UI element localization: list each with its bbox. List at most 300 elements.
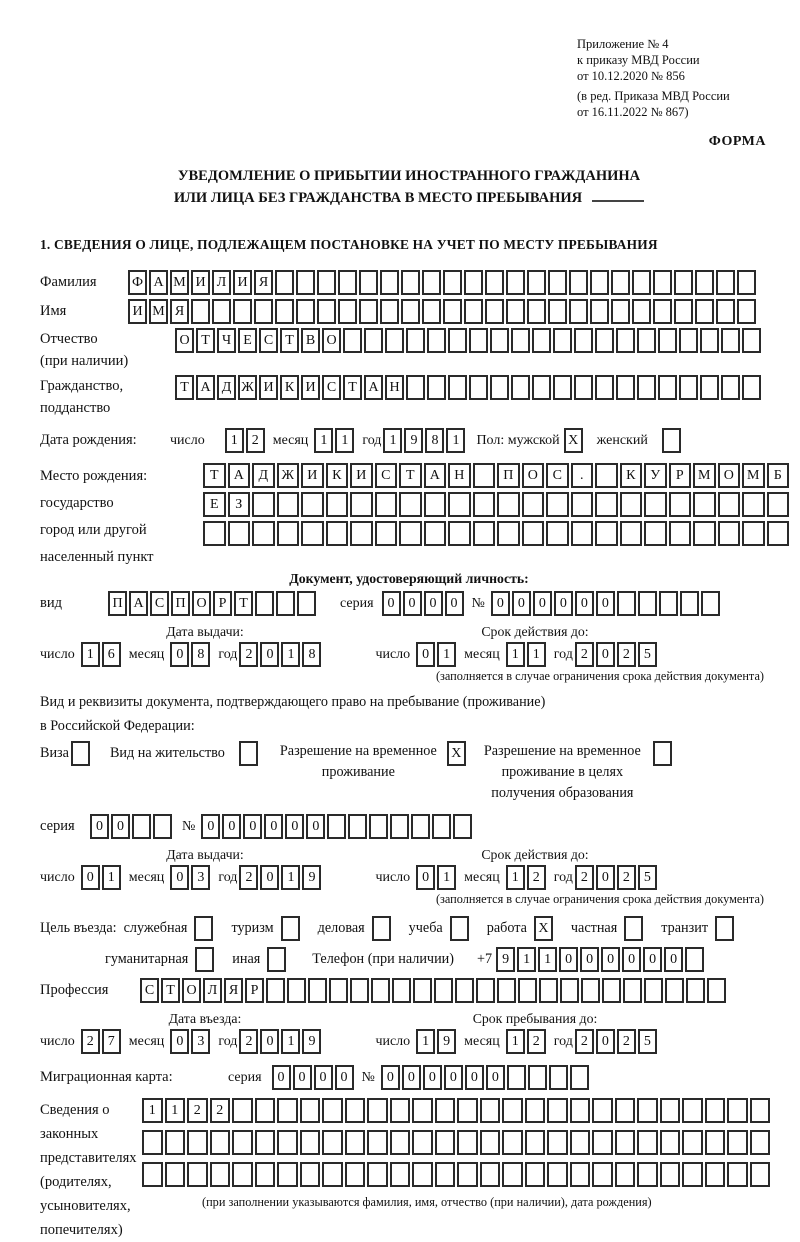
form-cell[interactable]	[548, 270, 567, 295]
form-cell[interactable]	[297, 591, 316, 616]
form-cell[interactable]	[473, 492, 496, 517]
form-cell[interactable]	[422, 270, 441, 295]
form-cell[interactable]	[448, 492, 471, 517]
form-cell[interactable]	[448, 328, 467, 353]
form-cell[interactable]: 0	[596, 1029, 615, 1054]
form-cell[interactable]	[693, 521, 716, 546]
form-cell[interactable]	[502, 1130, 523, 1155]
form-cell[interactable]	[232, 1130, 253, 1155]
form-cell[interactable]: 0	[423, 1065, 442, 1090]
form-cell[interactable]: 0	[402, 1065, 421, 1090]
form-cell[interactable]	[590, 299, 609, 324]
form-cell[interactable]	[359, 270, 378, 295]
form-cell[interactable]	[574, 375, 593, 400]
form-cell[interactable]	[412, 1130, 433, 1155]
form-cell[interactable]	[707, 978, 726, 1003]
form-cell[interactable]: А	[424, 463, 447, 488]
form-cell[interactable]	[547, 1162, 568, 1187]
form-cell[interactable]	[750, 1162, 771, 1187]
form-cell[interactable]	[443, 299, 462, 324]
form-cell[interactable]	[392, 978, 411, 1003]
form-cell[interactable]: 1	[281, 865, 300, 890]
form-cell[interactable]: 2	[617, 865, 636, 890]
form-cell[interactable]: 0	[559, 947, 578, 972]
form-cell[interactable]: С	[322, 375, 341, 400]
form-cell[interactable]	[532, 328, 551, 353]
form-cell[interactable]	[637, 1162, 658, 1187]
form-cell[interactable]	[232, 1098, 253, 1123]
form-cell[interactable]: 0	[596, 642, 615, 667]
form-cell[interactable]	[385, 328, 404, 353]
form-cell[interactable]: 1	[383, 428, 402, 453]
form-cell[interactable]: С	[375, 463, 398, 488]
form-cell[interactable]	[390, 1098, 411, 1123]
form-cell[interactable]: 1	[281, 1029, 300, 1054]
form-cell[interactable]	[281, 916, 300, 941]
form-cell[interactable]: 6	[102, 642, 121, 667]
form-cell[interactable]: 1	[506, 642, 525, 667]
form-cell[interactable]: К	[326, 463, 349, 488]
form-cell[interactable]: Е	[203, 492, 226, 517]
form-cell[interactable]: К	[280, 375, 299, 400]
form-cell[interactable]	[660, 1098, 681, 1123]
form-cell[interactable]	[658, 328, 677, 353]
form-cell[interactable]	[390, 1130, 411, 1155]
form-cell[interactable]: 1	[437, 642, 456, 667]
form-cell[interactable]	[473, 521, 496, 546]
form-cell[interactable]: 0	[335, 1065, 354, 1090]
form-cell[interactable]	[380, 270, 399, 295]
form-cell[interactable]	[571, 521, 594, 546]
form-cell[interactable]	[329, 978, 348, 1003]
form-cell[interactable]: И	[128, 299, 147, 324]
form-cell[interactable]	[427, 375, 446, 400]
form-cell[interactable]	[435, 1162, 456, 1187]
form-cell[interactable]	[679, 375, 698, 400]
form-cell[interactable]	[194, 916, 213, 941]
form-cell[interactable]: О	[718, 463, 741, 488]
form-cell[interactable]: 0	[622, 947, 641, 972]
form-cell[interactable]	[300, 1162, 321, 1187]
form-cell[interactable]: 3	[191, 865, 210, 890]
form-cell[interactable]	[637, 328, 656, 353]
form-cell[interactable]	[716, 270, 735, 295]
form-cell[interactable]	[660, 1162, 681, 1187]
form-cell[interactable]: 9	[404, 428, 423, 453]
form-cell[interactable]	[448, 521, 471, 546]
form-cell[interactable]	[267, 947, 286, 972]
form-cell[interactable]: 0	[491, 591, 510, 616]
form-cell[interactable]	[464, 299, 483, 324]
form-cell[interactable]	[617, 591, 636, 616]
form-cell[interactable]	[448, 375, 467, 400]
form-cell[interactable]	[476, 978, 495, 1003]
form-cell[interactable]	[637, 375, 656, 400]
form-cell[interactable]	[695, 270, 714, 295]
form-cell[interactable]: 1	[538, 947, 557, 972]
form-cell[interactable]: П	[497, 463, 520, 488]
form-cell[interactable]	[233, 299, 252, 324]
form-cell[interactable]: 0	[596, 865, 615, 890]
form-cell[interactable]: Р	[245, 978, 264, 1003]
form-cell[interactable]	[718, 492, 741, 517]
form-cell[interactable]	[300, 1098, 321, 1123]
form-cell[interactable]	[570, 1130, 591, 1155]
form-cell[interactable]	[296, 299, 315, 324]
form-cell[interactable]	[469, 375, 488, 400]
form-cell[interactable]	[338, 299, 357, 324]
form-cell[interactable]	[275, 270, 294, 295]
form-cell[interactable]	[277, 492, 300, 517]
form-cell[interactable]	[674, 299, 693, 324]
form-cell[interactable]: 0	[601, 947, 620, 972]
form-cell[interactable]	[326, 492, 349, 517]
form-cell[interactable]	[750, 1130, 771, 1155]
form-cell[interactable]	[653, 299, 672, 324]
form-cell[interactable]	[277, 1098, 298, 1123]
form-cell[interactable]	[662, 428, 681, 453]
form-cell[interactable]: И	[301, 463, 324, 488]
form-cell[interactable]	[570, 1065, 589, 1090]
form-cell[interactable]: 8	[191, 642, 210, 667]
form-cell[interactable]	[595, 328, 614, 353]
form-cell[interactable]	[345, 1130, 366, 1155]
form-cell[interactable]: Е	[238, 328, 257, 353]
form-cell[interactable]	[522, 492, 545, 517]
form-cell[interactable]	[301, 492, 324, 517]
form-cell[interactable]: 0	[445, 591, 464, 616]
form-cell[interactable]	[255, 1162, 276, 1187]
form-cell[interactable]	[611, 270, 630, 295]
form-cell[interactable]: 9	[302, 865, 321, 890]
form-cell[interactable]	[539, 978, 558, 1003]
form-cell[interactable]	[480, 1130, 501, 1155]
form-cell[interactable]	[680, 591, 699, 616]
form-cell[interactable]	[187, 1162, 208, 1187]
form-cell[interactable]	[548, 299, 567, 324]
form-cell[interactable]	[700, 328, 719, 353]
form-cell[interactable]: 0	[486, 1065, 505, 1090]
form-cell[interactable]	[727, 1130, 748, 1155]
form-cell[interactable]: 2	[575, 865, 594, 890]
form-cell[interactable]	[345, 1162, 366, 1187]
form-cell[interactable]: 9	[302, 1029, 321, 1054]
form-cell[interactable]	[254, 299, 273, 324]
form-cell[interactable]: О	[175, 328, 194, 353]
form-cell[interactable]	[457, 1098, 478, 1123]
form-cell[interactable]: Т	[175, 375, 194, 400]
form-cell[interactable]	[71, 741, 90, 766]
form-cell[interactable]: 0	[170, 1029, 189, 1054]
form-cell[interactable]	[203, 521, 226, 546]
form-cell[interactable]	[742, 328, 761, 353]
form-cell[interactable]: 2	[575, 1029, 594, 1054]
form-cell[interactable]: П	[171, 591, 190, 616]
form-cell[interactable]	[301, 521, 324, 546]
form-cell[interactable]: 0	[293, 1065, 312, 1090]
form-cell[interactable]: 1	[335, 428, 354, 453]
form-cell[interactable]	[522, 521, 545, 546]
form-cell[interactable]	[497, 521, 520, 546]
form-cell[interactable]: 1	[225, 428, 244, 453]
form-cell[interactable]	[326, 521, 349, 546]
form-cell[interactable]: И	[301, 375, 320, 400]
form-cell[interactable]	[570, 1098, 591, 1123]
form-cell[interactable]	[239, 741, 258, 766]
form-cell[interactable]	[490, 328, 509, 353]
form-cell[interactable]: 0	[285, 814, 304, 839]
form-cell[interactable]: В	[301, 328, 320, 353]
form-cell[interactable]	[277, 1130, 298, 1155]
form-cell[interactable]	[359, 299, 378, 324]
form-cell[interactable]: 0	[111, 814, 130, 839]
form-cell[interactable]	[705, 1098, 726, 1123]
form-cell[interactable]: 0	[580, 947, 599, 972]
form-cell[interactable]: К	[620, 463, 643, 488]
form-cell[interactable]	[455, 978, 474, 1003]
form-cell[interactable]	[399, 492, 422, 517]
form-cell[interactable]: О	[322, 328, 341, 353]
form-cell[interactable]	[632, 270, 651, 295]
form-cell[interactable]: Н	[385, 375, 404, 400]
form-cell[interactable]	[195, 947, 214, 972]
form-cell[interactable]: О	[522, 463, 545, 488]
form-cell[interactable]: Я	[254, 270, 273, 295]
form-cell[interactable]: Б	[767, 463, 790, 488]
form-cell[interactable]	[427, 328, 446, 353]
form-cell[interactable]	[637, 1098, 658, 1123]
form-cell[interactable]	[574, 328, 593, 353]
form-cell[interactable]	[327, 814, 346, 839]
form-cell[interactable]: 2	[239, 642, 258, 667]
form-cell[interactable]	[399, 521, 422, 546]
form-cell[interactable]	[644, 492, 667, 517]
form-cell[interactable]	[432, 814, 451, 839]
form-cell[interactable]	[502, 1098, 523, 1123]
form-cell[interactable]	[187, 1130, 208, 1155]
form-cell[interactable]	[632, 299, 651, 324]
form-cell[interactable]: 0	[554, 591, 573, 616]
form-cell[interactable]: О	[192, 591, 211, 616]
form-cell[interactable]: Я	[224, 978, 243, 1003]
form-cell[interactable]	[569, 299, 588, 324]
form-cell[interactable]	[422, 299, 441, 324]
form-cell[interactable]: Р	[669, 463, 692, 488]
form-cell[interactable]: X	[534, 916, 553, 941]
form-cell[interactable]: А	[129, 591, 148, 616]
form-cell[interactable]	[767, 492, 790, 517]
form-cell[interactable]	[571, 492, 594, 517]
form-cell[interactable]: 2	[617, 642, 636, 667]
form-cell[interactable]	[317, 270, 336, 295]
form-cell[interactable]: Д	[217, 375, 236, 400]
form-cell[interactable]	[350, 521, 373, 546]
form-cell[interactable]: 0	[201, 814, 220, 839]
form-cell[interactable]	[165, 1162, 186, 1187]
form-cell[interactable]: Ж	[277, 463, 300, 488]
form-cell[interactable]: А	[196, 375, 215, 400]
form-cell[interactable]	[742, 375, 761, 400]
form-cell[interactable]: Н	[448, 463, 471, 488]
form-cell[interactable]	[322, 1098, 343, 1123]
form-cell[interactable]: И	[259, 375, 278, 400]
form-cell[interactable]: Ф	[128, 270, 147, 295]
form-cell[interactable]	[682, 1098, 703, 1123]
form-cell[interactable]: 2	[239, 865, 258, 890]
form-cell[interactable]	[308, 978, 327, 1003]
form-cell[interactable]	[443, 270, 462, 295]
form-cell[interactable]: З	[228, 492, 251, 517]
form-cell[interactable]: Л	[203, 978, 222, 1003]
form-cell[interactable]	[457, 1130, 478, 1155]
form-cell[interactable]	[322, 1162, 343, 1187]
form-cell[interactable]: 1	[416, 1029, 435, 1054]
form-cell[interactable]	[624, 916, 643, 941]
form-cell[interactable]	[546, 521, 569, 546]
form-cell[interactable]: 2	[527, 1029, 546, 1054]
form-cell[interactable]: И	[191, 270, 210, 295]
form-cell[interactable]	[412, 1162, 433, 1187]
form-cell[interactable]	[595, 463, 618, 488]
form-cell[interactable]	[401, 299, 420, 324]
form-cell[interactable]	[644, 978, 663, 1003]
form-cell[interactable]: 0	[306, 814, 325, 839]
form-cell[interactable]	[497, 492, 520, 517]
place-name-blank[interactable]	[592, 188, 644, 202]
form-cell[interactable]	[424, 521, 447, 546]
form-cell[interactable]: 1	[142, 1098, 163, 1123]
form-cell[interactable]: 5	[638, 865, 657, 890]
form-cell[interactable]: 0	[533, 591, 552, 616]
form-cell[interactable]	[525, 1098, 546, 1123]
form-cell[interactable]	[528, 1065, 547, 1090]
form-cell[interactable]	[464, 270, 483, 295]
form-cell[interactable]	[705, 1130, 726, 1155]
form-cell[interactable]	[669, 492, 692, 517]
form-cell[interactable]	[616, 328, 635, 353]
form-cell[interactable]: 0	[444, 1065, 463, 1090]
form-cell[interactable]	[615, 1162, 636, 1187]
form-cell[interactable]	[142, 1162, 163, 1187]
form-cell[interactable]: Т	[234, 591, 253, 616]
form-cell[interactable]: 8	[302, 642, 321, 667]
form-cell[interactable]: 0	[81, 865, 100, 890]
form-cell[interactable]	[595, 375, 614, 400]
form-cell[interactable]	[507, 1065, 526, 1090]
form-cell[interactable]: 3	[191, 1029, 210, 1054]
form-cell[interactable]	[390, 1162, 411, 1187]
form-cell[interactable]	[406, 375, 425, 400]
form-cell[interactable]	[553, 375, 572, 400]
form-cell[interactable]: 1	[506, 1029, 525, 1054]
form-cell[interactable]	[737, 299, 756, 324]
form-cell[interactable]	[406, 328, 425, 353]
form-cell[interactable]: Т	[343, 375, 362, 400]
form-cell[interactable]	[715, 916, 734, 941]
form-cell[interactable]	[350, 492, 373, 517]
form-cell[interactable]	[343, 328, 362, 353]
form-cell[interactable]	[718, 521, 741, 546]
form-cell[interactable]: Я	[170, 299, 189, 324]
form-cell[interactable]	[674, 270, 693, 295]
form-cell[interactable]: 0	[314, 1065, 333, 1090]
form-cell[interactable]	[367, 1130, 388, 1155]
form-cell[interactable]	[506, 270, 525, 295]
form-cell[interactable]: 1	[314, 428, 333, 453]
form-cell[interactable]: 0	[664, 947, 683, 972]
form-cell[interactable]	[287, 978, 306, 1003]
form-cell[interactable]: 2	[81, 1029, 100, 1054]
form-cell[interactable]	[581, 978, 600, 1003]
form-cell[interactable]	[653, 270, 672, 295]
form-cell[interactable]	[210, 1162, 231, 1187]
form-cell[interactable]	[371, 978, 390, 1003]
form-cell[interactable]	[401, 270, 420, 295]
form-cell[interactable]: 0	[382, 591, 401, 616]
form-cell[interactable]	[727, 1162, 748, 1187]
form-cell[interactable]: 1	[81, 642, 100, 667]
form-cell[interactable]	[615, 1098, 636, 1123]
form-cell[interactable]: Т	[399, 463, 422, 488]
form-cell[interactable]	[390, 814, 409, 839]
form-cell[interactable]	[727, 1098, 748, 1123]
form-cell[interactable]: 1	[281, 642, 300, 667]
form-cell[interactable]: 1	[165, 1098, 186, 1123]
form-cell[interactable]: 0	[260, 865, 279, 890]
form-cell[interactable]: И	[350, 463, 373, 488]
form-cell[interactable]	[592, 1162, 613, 1187]
form-cell[interactable]	[665, 978, 684, 1003]
form-cell[interactable]: 0	[575, 591, 594, 616]
form-cell[interactable]: X	[447, 741, 466, 766]
form-cell[interactable]	[716, 299, 735, 324]
form-cell[interactable]	[473, 463, 496, 488]
form-cell[interactable]: Д	[252, 463, 275, 488]
form-cell[interactable]	[322, 1130, 343, 1155]
form-cell[interactable]	[701, 591, 720, 616]
form-cell[interactable]	[682, 1162, 703, 1187]
form-cell[interactable]: 2	[617, 1029, 636, 1054]
form-cell[interactable]	[525, 1130, 546, 1155]
form-cell[interactable]: 2	[527, 865, 546, 890]
form-cell[interactable]: Т	[280, 328, 299, 353]
form-cell[interactable]: 2	[246, 428, 265, 453]
form-cell[interactable]: 2	[210, 1098, 231, 1123]
form-cell[interactable]	[506, 299, 525, 324]
form-cell[interactable]	[367, 1098, 388, 1123]
form-cell[interactable]	[296, 270, 315, 295]
form-cell[interactable]	[277, 1162, 298, 1187]
form-cell[interactable]	[266, 978, 285, 1003]
form-cell[interactable]	[453, 814, 472, 839]
form-cell[interactable]	[210, 1130, 231, 1155]
form-cell[interactable]	[693, 492, 716, 517]
form-cell[interactable]: 0	[596, 591, 615, 616]
form-cell[interactable]: 9	[437, 1029, 456, 1054]
form-cell[interactable]	[276, 591, 295, 616]
form-cell[interactable]	[348, 814, 367, 839]
form-cell[interactable]: О	[182, 978, 201, 1003]
form-cell[interactable]	[695, 299, 714, 324]
form-cell[interactable]	[142, 1130, 163, 1155]
form-cell[interactable]	[721, 375, 740, 400]
form-cell[interactable]	[300, 1130, 321, 1155]
form-cell[interactable]	[364, 328, 383, 353]
form-cell[interactable]: X	[564, 428, 583, 453]
form-cell[interactable]	[532, 375, 551, 400]
form-cell[interactable]	[595, 521, 618, 546]
form-cell[interactable]	[525, 1162, 546, 1187]
